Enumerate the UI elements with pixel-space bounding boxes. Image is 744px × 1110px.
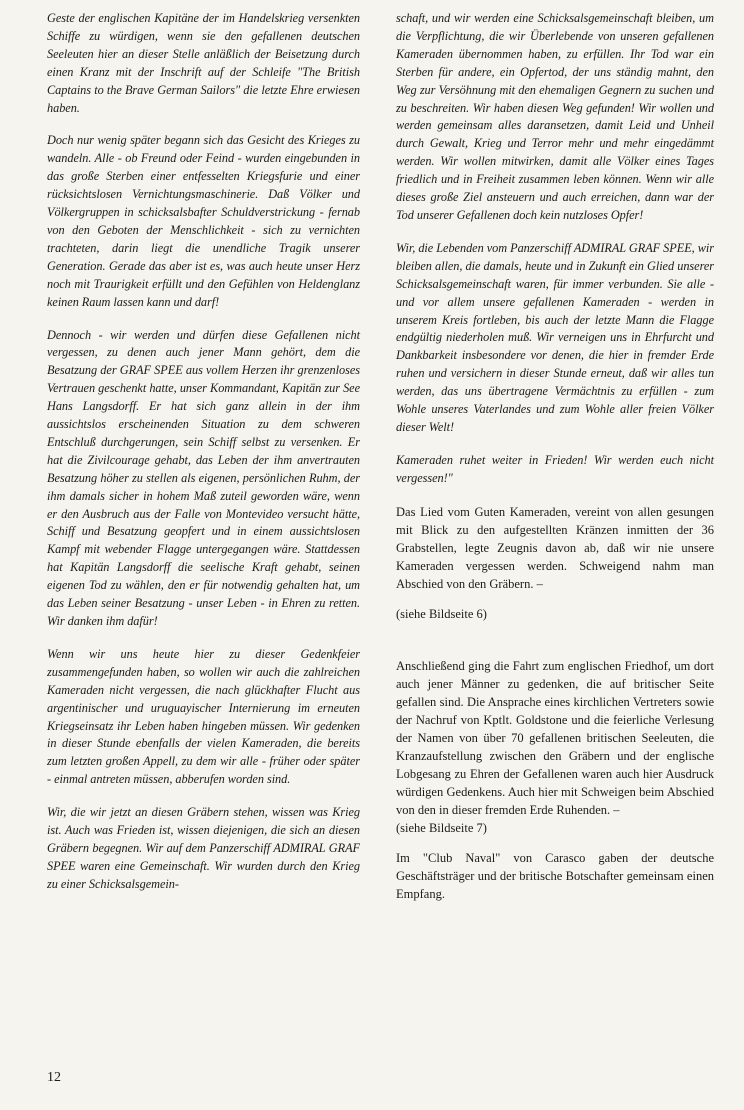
paragraph-good-comrade-song: Das Lied vom Guten Kameraden, vereint von allen gesungen mit Blick zu den aufgestellten Kränzen inmitten der 36 Grabstellen, legte Zeugnis davon ab, daß wir nie unsere Kameraden vergessen werden. Schweigend nahm man Abschied von den Gräbern. – bbox=[396, 504, 714, 591]
paragraph-comrades-remembered: Wenn wir uns heute hier zu dieser Gedenkfeier zusammengefunden haben, so wollen wir auch die zahlreichen Kameraden nicht vergessen, die nach glückhafter Flucht aus argentinischer und uruguayischer Internierung im erneuten Kriegseinsatz ihr Leben haben hingeben müssen. Wir gedenken in dieser Stunde ebenfalls der vielen Kameraden, die bereits zum letzten großen Appell, zu dem wir alle - früher oder später - einmal antreten müssen, abberufen worden sind. bbox=[47, 646, 360, 787]
paragraph-community-continued: schaft, und wir werden eine Schicksalsgemeinschaft bleiben, um die Verpflichtung, die wir Überlebende von unseren gefallenen Kameraden übernommen haben, zu erfüllen. Ihr Tod war ein Sterben für andere, ein Opfertod, der uns ständig mahnt, den Weg zur Versöhnung mit den ehemaligen Gegnern zu suchen und zu beschreiten. Wir haben diesen Weg gefunden! Wir wollen und werden gemeinsam alles daransetzen, damit Leid und Unheil durch Gewalt, Krieg und Terror mehr und mehr eingedämmt werden. Wir wollen mitwirken, damit alle Völker eines Tages friedlich und in Freiheit zusammen leben können. Wenn wir alle dieses große Ziel ansteuern und auch erreichen, dann war der Tod unserer Gefallenen doch kein nutzloses Opfer! bbox=[396, 11, 714, 222]
photo-reference-page-7: (siehe Bildseite 7) bbox=[396, 820, 487, 835]
paragraph-the-living: Wir, die Lebenden vom Panzerschiff ADMIRAL GRAF SPEE, wir bleiben allen, die damals, heute und in Zukunft ein Glied unserer Schicksalsgemeinschaft waren, für immer verbunden. Sie alle - und vor allem unsere gefallenen Kameraden - werden in unserem Kreis fortleben, bis auch der letzte Mann die Flagge endgültig niederholen muß. Wir verneigen uns in Ehrfurcht und Dankbarkeit insbesondere vor denen, die hier in fremder Erde ruhen und versichern in dieser Stunde erneut, daß wir alles tun werden, das uns übertragene Vermächtnis zu erfüllen - zum Wohle unseres Vaterlandes und zum Wohle aller freien Völker dieser Welt! bbox=[396, 240, 714, 434]
left-column bbox=[47, 10, 360, 894]
paragraph-war-changed: Doch nur wenig später begann sich das Gesicht des Krieges zu wandeln. Alle - ob Freund oder Feind - wurden eingebunden in das große Sterben einer entfesselten Kriegsfurie und einer rücksichtslosen Vernichtungsmaschinerie. Daß Völker und Völkergruppen in schicksalsbafter Schuldverstrickung - fernab von den Geboten der Menschlichkeit - sich zu vernichten trachteten, darin liegt die unendliche Tragik unserer Generation. Gerade das aber ist es, was auch heute unser Herz noch mit Traurigkeit erfüllt und den Gefühlen von Heldenglanz keinen Raum lassen kann und darf! bbox=[47, 133, 360, 309]
paragraph-club-naval: Im "Club Naval" von Carasco gaben der deutsche Geschäftsträger und der britische Botschafter gemeinsam einen Empfang. bbox=[396, 850, 714, 901]
right-column bbox=[396, 10, 714, 903]
paragraph-at-the-graves: Wir, die wir jetzt an diesen Gräbern stehen, wissen was Krieg ist. Auch was Frieden ist, wissen diejenigen, die sich an diesen Gräbern begegnen. Wir auf dem Panzerschiff ADMIRAL GRAF SPEE waren eine Gemeinschaft. Wir wurden durch den Krieg zu einer Schicksalsgemein- bbox=[47, 805, 360, 891]
page-number: 12 bbox=[47, 1070, 61, 1085]
paragraph-english-cemetery: Anschließend ging die Fahrt zum englischen Friedhof, um dort auch jener Männer zu gedenken, die auf britischer Seite gefallen sind. Die Ansprache eines kirchlichen Vertreters sowie der Nachruf von Kptlt. Goldstone und die feierliche Verlesung der Namen von über 70 gefallenen britischen Seeleuten, die Kranzaufstellung zwischen den Gräbern und der englische Lobgesang zu Ehren der Gefallenen waren auch hier Ausdruck würdigen Gedenkens. Auch hier mit Schweigen beim Abschied von den in dieser fremden Erde Ruhenden. – bbox=[396, 658, 714, 817]
paragraph-captains-tribute: Geste der englischen Kapitäne der im Handelskrieg versenkten Schiffe zu würdigen, wenn sie den gefallenen deutschen Seeleuten hier an dieser Stelle anläßlich der Beisetzung durch einen Kranz mit der Inschrift auf der Schleife "The British Captains to the Brave German Sailors" die letzte Ehre erwiesen haben. bbox=[47, 11, 360, 115]
paragraph-langsdorff: Dennoch - wir werden und dürfen diese Gefallenen nicht vergessen, zu denen auch jener Mann gehört, dem die Besatzung der GRAF SPEE aus vollem Herzen ihr grenzenloses Vertrauen geschenkt hatte, unser Kommandant, Kapitän zur See Hans Langsdorff. Er hat sich ganz allein in der ihm aussichtslos erscheinenden Situation zu dem schweren Entschluß durchgerungen, sein Schiff selbst zu versenken. Er hat die Zivilcourage gehabt, das Leben der ihm anvertrauten Besatzung höher zu stellen als eigenen, persönlichen Ruhm, der ihm damals sicher in hohem Maß zuteil geworden wäre, wenn er den Ausbruch aus der Falle von Montevideo versucht hätte, Schiff und Besatzung geopfert und in einem aussichtslosen Kampf mit webender Flagge untergegangen wäre. Stattdessen hat Kapitän Langsdorff die seelische Kraft gehabt, seinen eigenen Tod zu wählen, den er für notwendig gehalten hat, um das Leben seiner Besatzung - unser Leben - in Ehren zu retten. Wir danken ihm dafür! bbox=[47, 327, 360, 628]
photo-reference-page-6: (siehe Bildseite 6) bbox=[396, 606, 487, 621]
paragraph-rest-in-peace: Kameraden ruhet weiter in Frieden! Wir werden euch nicht vergessen!" bbox=[396, 452, 714, 485]
